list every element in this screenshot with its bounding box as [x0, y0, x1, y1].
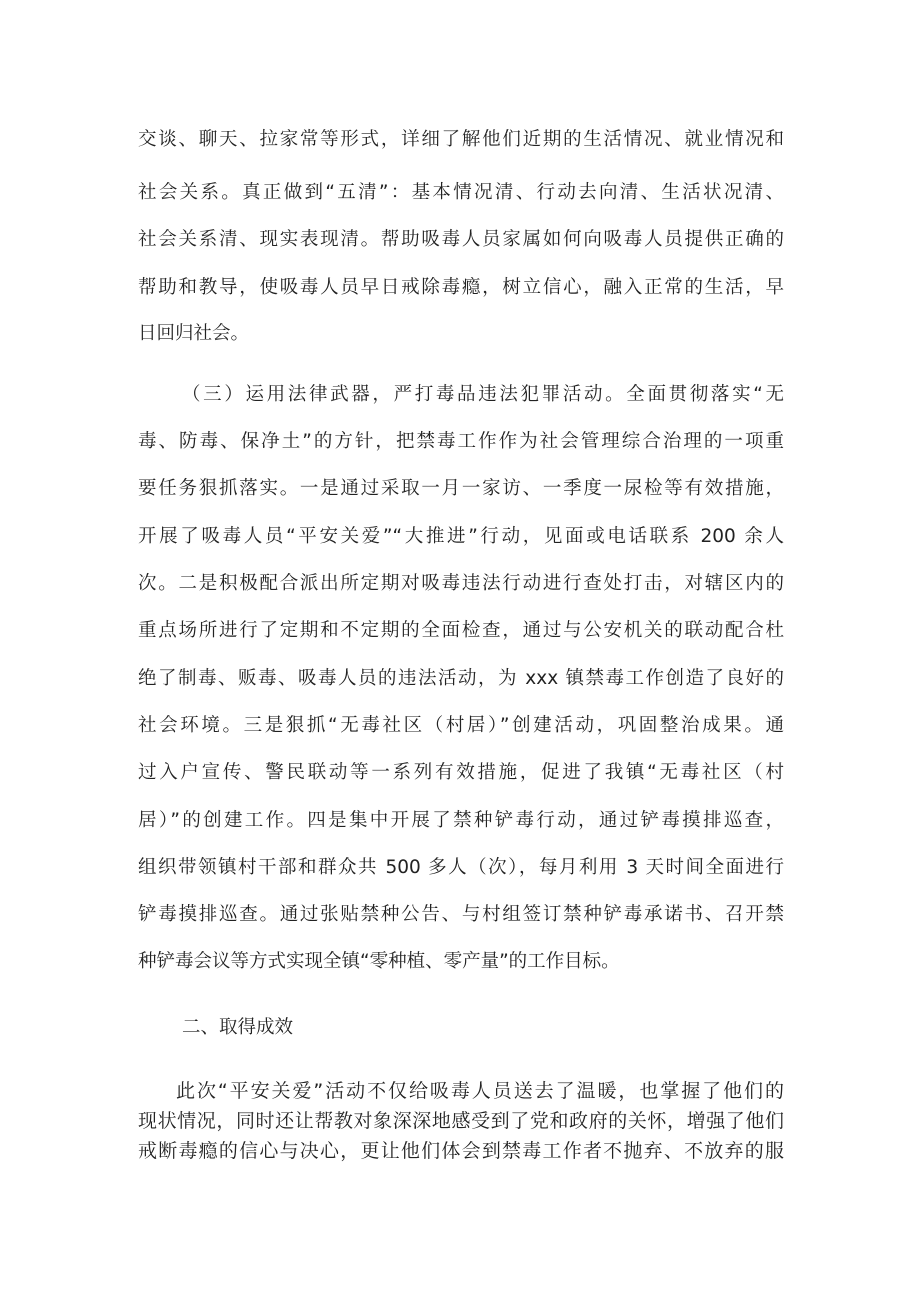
paragraph-line: 居）”的创建工作。四是集中开展了禁种铲毒行动，通过铲毒摸排巡查，: [138, 810, 784, 831]
paragraph-line: 重点场所进行了定期和不定期的全面检查，通过与公安机关的联动配合杜: [138, 620, 784, 641]
section-heading: 二、取得成效: [182, 1017, 294, 1038]
paragraph-line: 帮助和教导，使吸毒人员早日戒除毒瘾，树立信心，融入正常的生活，早: [138, 277, 784, 298]
paragraph-line: 现状情况，同时还让帮教对象深深地感受到了党和政府的关怀，增强了他们: [138, 1110, 784, 1132]
paragraph-line: 要任务狠抓落实。一是通过采取一月一家访、一季度一尿检等有效措施，: [138, 478, 784, 499]
paragraph-line: 毒、防毒、保净土”的方针，把禁毒工作作为社会管理综合治理的一项重: [138, 431, 784, 452]
paragraph-line: 铲毒摸排巡查。通过张贴禁种公告、与村组签订禁种铲毒承诺书、召开禁: [138, 904, 784, 925]
paragraph-line: 组织带领镇村干部和群众共 500 多人（次），每月利用 3 天时间全面进行: [138, 857, 784, 878]
paragraph-line: 交谈、聊天、拉家常等形式，详细了解他们近期的生活情况、就业情况和: [138, 129, 784, 150]
paragraph-line: （三）运用法律武器，严打毒品违法犯罪活动。全面贯彻落实“无: [182, 384, 784, 405]
paragraph-line: 绝了制毒、贩毒、吸毒人员的违法活动，为 xxx 镇禁毒工作创造了良好的: [138, 668, 784, 689]
paragraph-line: 种铲毒会议等方式实现全镇“零种植、零产量”的工作目标。: [138, 951, 620, 972]
paragraph-line: 社会关系。真正做到“五清”：基本情况清、行动去向清、生活状况清、: [138, 182, 784, 203]
paragraph-line: 开展了吸毒人员“平安关爱”“大推进”行动，见面或电话联系 200 余人: [138, 526, 784, 547]
paragraph-line: 次。二是积极配合派出所定期对吸毒违法行动进行查处打击，对辖区内的: [138, 573, 784, 594]
paragraph-line: 社会关系清、现实表现清。帮助吸毒人员家属如何向吸毒人员提供正确的: [138, 229, 784, 250]
paragraph-line: 社会环境。三是狠抓“无毒社区（村居）”创建活动，巩固整治成果。通: [138, 715, 784, 736]
paragraph-line: 日回归社会。: [138, 323, 250, 344]
paragraph-line: 过入户宣传、警民联动等一系列有效措施，促进了我镇“无毒社区（村: [138, 762, 784, 783]
paragraph-line: 戒断毒瘾的信心与决心，更让他们体会到禁毒工作者不抛弃、不放弃的服: [138, 1140, 784, 1162]
paragraph-line: 此次“平安关爱”活动不仅给吸毒人员送去了温暖，也掌握了他们的: [176, 1080, 784, 1102]
